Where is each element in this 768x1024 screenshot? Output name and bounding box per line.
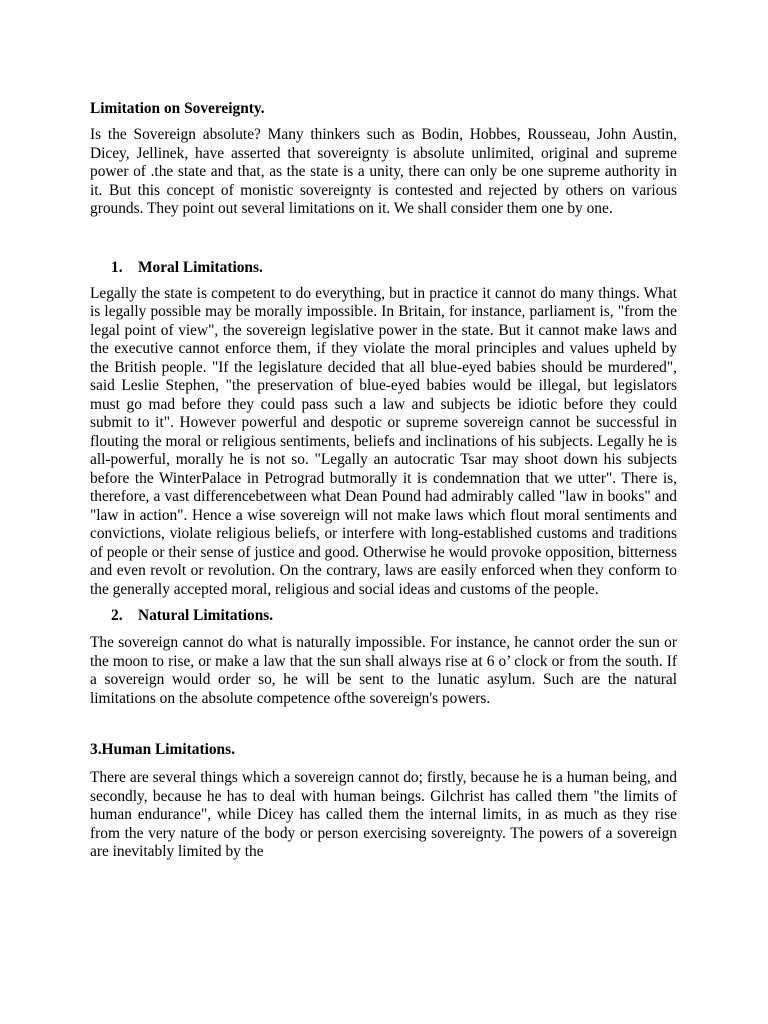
section-heading-natural xyxy=(90,606,677,625)
document-title: Limitation on Sovereignty. xyxy=(90,100,265,117)
section-heading-human: 3.Human Limitations. xyxy=(90,741,235,758)
intro-paragraph: Is the Sovereign absolute? Many thinkers such as Bodin, Hobbes, Rousseau, John Austin, Dicey, Jellinek, have asserted that sovereignty is absolute unlimited, original and supreme power of .the state and that, as the state is a unity, there can only be one supreme authority in it. But this concept of monistic sovereignty is contested and rejected by others on various grounds. They point out several limitations on it. We shall consider them one by one. xyxy=(90,126,677,217)
section-number: 2. xyxy=(111,607,123,624)
section-body-moral: Legally the state is competent to do everything, but in practice it cannot do many things. What is legally possible may be morally impossible. In Britain, for instance, parliament is, "from the legal point of view", the sovereign legislative power in the state. But it cannot make laws and the executive cannot enforce them, if they violate the moral principles and values upheld by the British people. "If the legislature decided that all blue-eyed babies should be murdered", said Leslie Stephen, "the preservation of blue-eyed babies would be illegal, but legislators must go mad before they could pass such a law and subjects be idiotic before they could submit to it". However powerful and despotic or supreme sovereign cannot be successful in flouting the moral or religious sentiments, beliefs and inclinations of his subjects. Legally he is all-powerful, morally he is not so. "Legally an autocratic Tsar may shoot down his subjects before the WinterPalace in Petrograd butmorally it is condemnation that we utter". There is, therefore, a vast differencebetween what Dean Pound had admirably called "law in books" and "law in action". Hence a wise sovereign will not make laws which flout moral sentiments and convictions, violate religious beliefs, or interfere with long-established customs and traditions of people or their sense of justice and good. Otherwise he would provoke opposition, bitterness and even revolt or revolution. On the contrary, laws are easily enforced when they conform to the generally accepted moral, religious and social ideas and customs of the people. xyxy=(90,284,677,598)
section-number: 1. xyxy=(111,258,123,276)
section-heading-text: Moral Limitations. xyxy=(138,258,263,276)
document-page xyxy=(90,99,677,862)
section-body-natural: The sovereign cannot do what is naturally impossible. For instance, he cannot order the sun or the moon to rise, or make a law that the sun shall always rise at 6 o’ clock or from the south. If a sovereign would order so, he will be sent to the lunatic asylum. Such are the natural limitations on the absolute competence ofthe sovereign's powers. xyxy=(90,634,677,707)
section-heading-text: Natural Limitations. xyxy=(138,607,274,624)
section-heading-moral xyxy=(90,258,677,277)
section-body-human: There are several things which a sovereign cannot do; firstly, because he is a human being, and secondly, because he has to deal with human beings. Gilchrist has called them "the limits of human endurance", while Dicey has called them the internal limits, in as much as they rise from the very nature of the body or person exercising sovereignty. The powers of a sovereign are inevitably limited by the xyxy=(90,769,677,860)
